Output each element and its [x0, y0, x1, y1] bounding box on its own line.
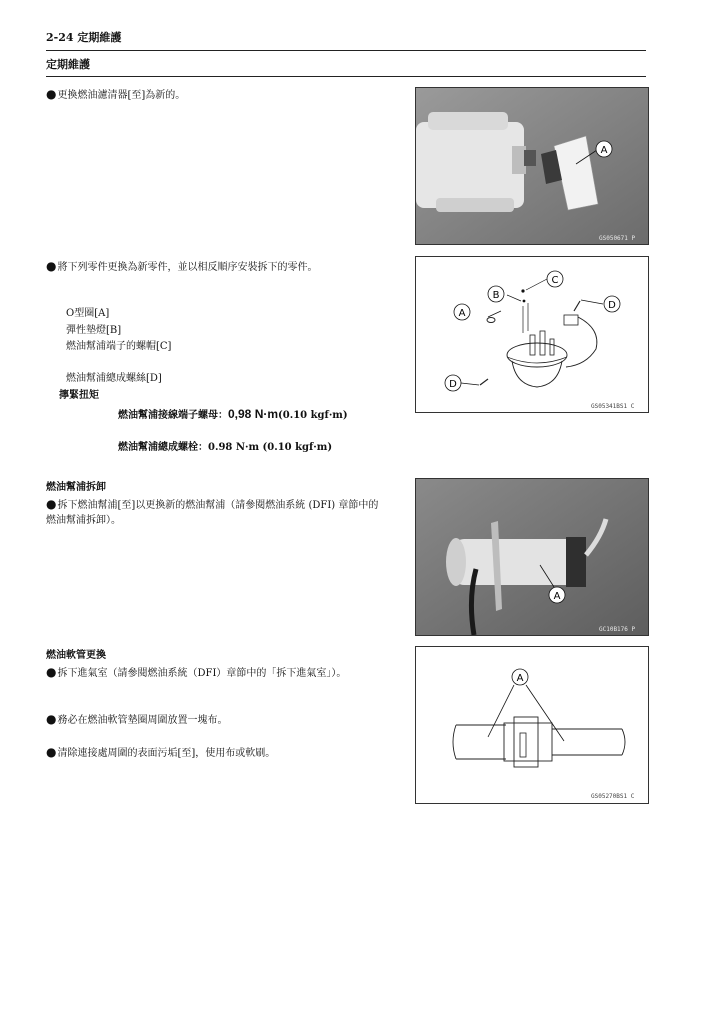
hose-step-2-text: 務必在燃油軟管墊圈周圍放置一塊布。 — [57, 715, 228, 726]
figure-code: GS050671 P — [599, 235, 636, 242]
page-number-header: 2-24 定期維護 — [46, 31, 122, 44]
torque-1-unit: (0.10 kgf·m) — [278, 410, 348, 421]
figure-hose-joint-diagram — [415, 646, 649, 804]
part-d: 燃油幫浦總成螺絲[D] — [66, 373, 162, 384]
torque-spec-2: 燃油幫浦總成螺栓：0.98 N·m (0.10 kgf·m) — [118, 442, 333, 453]
torque-spec-1 — [118, 406, 348, 424]
section-rule — [46, 76, 646, 77]
torque-heading: 擰緊扭矩 — [59, 390, 99, 401]
bullet-icon: ● — [46, 665, 57, 679]
bullet-icon: ● — [46, 259, 57, 273]
callout-c: C — [551, 275, 559, 286]
pump-removal-line-2: 燃油幫浦拆卸）。 — [46, 515, 121, 526]
section-title: 定期維護 — [46, 58, 90, 71]
bullet-icon: ● — [46, 745, 57, 759]
figure-code: GS05270BS1 C — [591, 793, 635, 800]
hose-step-3-text: 清除連接處周圍的表面污垢[至]，使用布或軟刷。 — [57, 748, 276, 759]
callout-b: B — [492, 290, 500, 301]
callout-a: A — [516, 673, 524, 684]
bullet-icon: ● — [46, 87, 57, 101]
hose-step-1-text: 拆下進氣室（請參閱燃油系統（DFI）章節中的「拆下進氣室」）。 — [57, 668, 347, 679]
pump-removal-step — [46, 496, 378, 514]
figure-pump-assembly-diagram — [415, 256, 649, 413]
hose-step-2 — [46, 711, 227, 729]
figure-fuel-filter-photo — [415, 87, 649, 245]
replace-parts-step — [46, 258, 317, 276]
pump-removal-line-1: 拆下燃油幫浦[至]以更換新的燃油幫浦（請參閱燃油系統 (DFI) 章節中的 — [57, 500, 379, 511]
callout-a: A — [458, 308, 466, 319]
figure-code: GC10B176 P — [599, 626, 636, 633]
hose-step-3 — [46, 744, 275, 762]
torque-1-label: 燃油幫浦接線端子螺母： — [118, 410, 228, 421]
hose-replacement-title: 燃油軟管更換 — [46, 650, 106, 661]
pump-removal-title: 燃油幫浦拆卸 — [46, 482, 106, 493]
part-c: 燃油幫浦端子的螺帽[C] — [66, 341, 172, 352]
hose-step-1 — [46, 664, 346, 682]
callout-a: A — [553, 591, 561, 602]
callout-d-2: D — [449, 379, 457, 390]
figure-fuel-pump-photo — [415, 478, 649, 636]
part-a: O型圈[A] — [66, 308, 110, 319]
torque-1-value: 0,98 N·m — [228, 407, 279, 421]
replace-filter-text: 更換燃油濾清器[至]為新的。 — [57, 90, 186, 101]
header-rule — [46, 50, 646, 51]
figure-code: GS05341BS1 C — [591, 403, 635, 410]
bullet-icon: ● — [46, 712, 57, 726]
replace-filter-step — [46, 86, 185, 104]
replace-parts-text: 將下列零件更換為新零件，並以相反順序安裝拆下的零件。 — [57, 262, 318, 273]
part-b: 彈性墊燈[B] — [66, 325, 122, 336]
callout-a: A — [600, 145, 608, 156]
callout-d: D — [608, 300, 616, 311]
bullet-icon: ● — [46, 497, 57, 511]
